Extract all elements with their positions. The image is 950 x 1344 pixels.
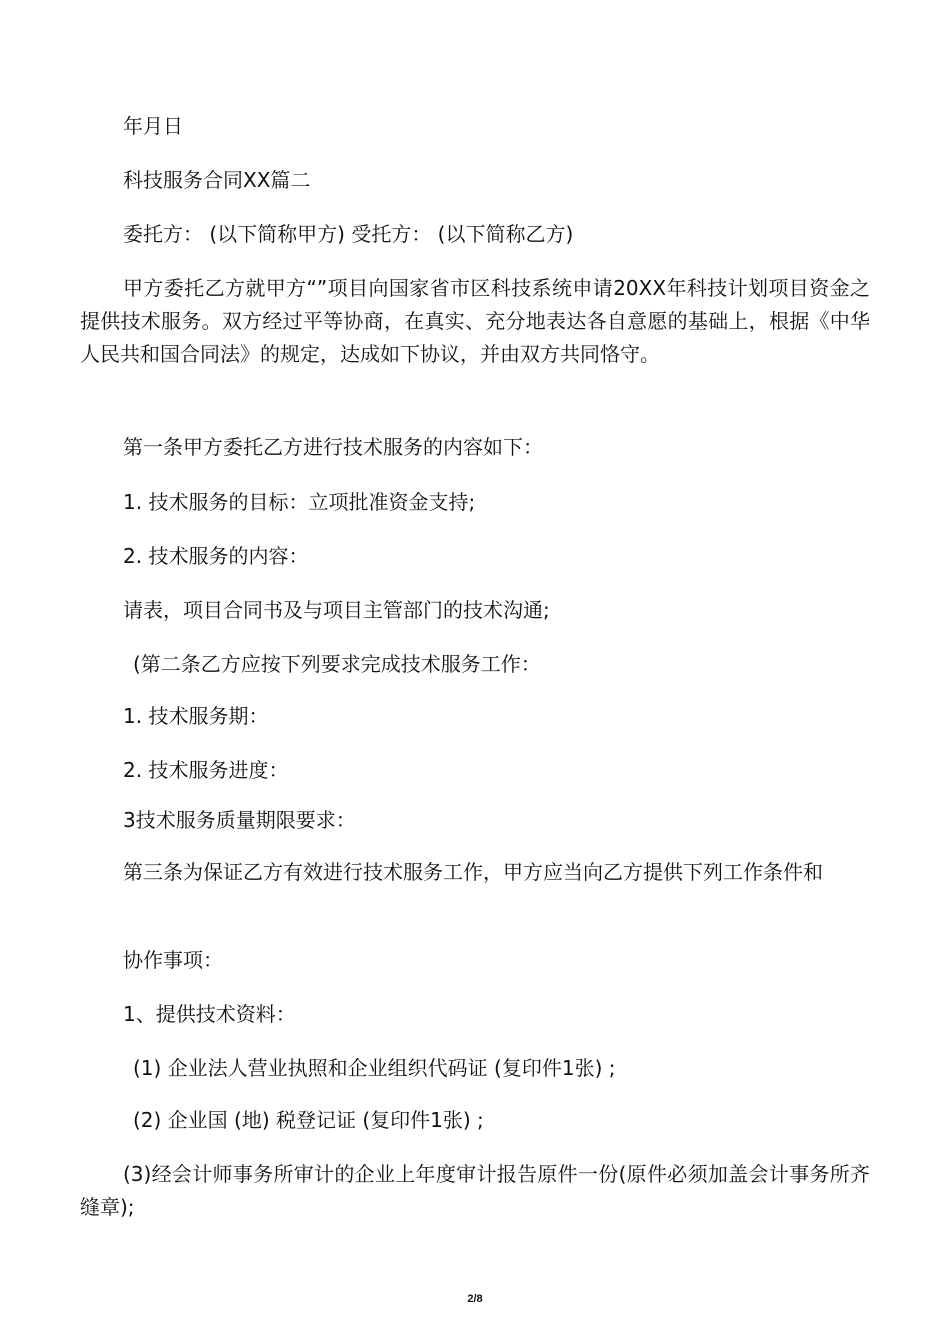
service-period-item: 1. 技术服务期： (123, 704, 269, 728)
date-line: 年月日 (123, 114, 183, 138)
article-two-heading: (第二条乙方应按下列要求完成技术服务工作： (133, 652, 541, 676)
cooperation-line: 协作事项： (123, 948, 223, 972)
page-number: 2/8 (467, 1293, 483, 1305)
service-content-item: 2. 技术服务的内容： (123, 544, 309, 568)
business-license-item: (1) 企业法人营业执照和企业组织代码证 (复印件1张) ; (133, 1056, 616, 1080)
service-content-detail: 请表，项目合同书及与项目主管部门的技术沟通; (123, 598, 550, 622)
audit-report-item: (3)经会计师事务所审计的企业上年度审计报告原件一份(原件必须加盖会计事务所齐缝章); (80, 1162, 870, 1219)
article-three-paragraph: 第三条为保证乙方有效进行技术服务工作，甲方应当向乙方提供下列工作条件和 (123, 860, 823, 884)
intro-paragraph: 甲方委托乙方就甲方“”项目向国家省市区科技系统申请20XX年科技计划项目资金之提供技术服务。双方经过平等协商，在真实、充分地表达各自意愿的基础上，根据《中华人民共和国合同法》的规定，达成如下协议，并由双方共同恪守。 (80, 276, 870, 366)
parties-line: 委托方： (以下简称甲方) 受托方： (以下简称乙方) (123, 222, 574, 246)
service-quality-item: 3技术服务质量期限要求： (123, 808, 356, 832)
contract-title: 科技服务合同XX篇二 (123, 168, 311, 192)
tax-registration-item: (2) 企业国 (地) 税登记证 (复印件1张) ; (133, 1108, 484, 1132)
article-one-heading: 第一条甲方委托乙方进行技术服务的内容如下： (123, 435, 543, 459)
service-progress-item: 2. 技术服务进度： (123, 758, 289, 782)
technical-materials-item: 1、提供技术资料： (123, 1002, 296, 1026)
service-goal-item: 1. 技术服务的目标：立项批准资金支持; (123, 490, 476, 514)
